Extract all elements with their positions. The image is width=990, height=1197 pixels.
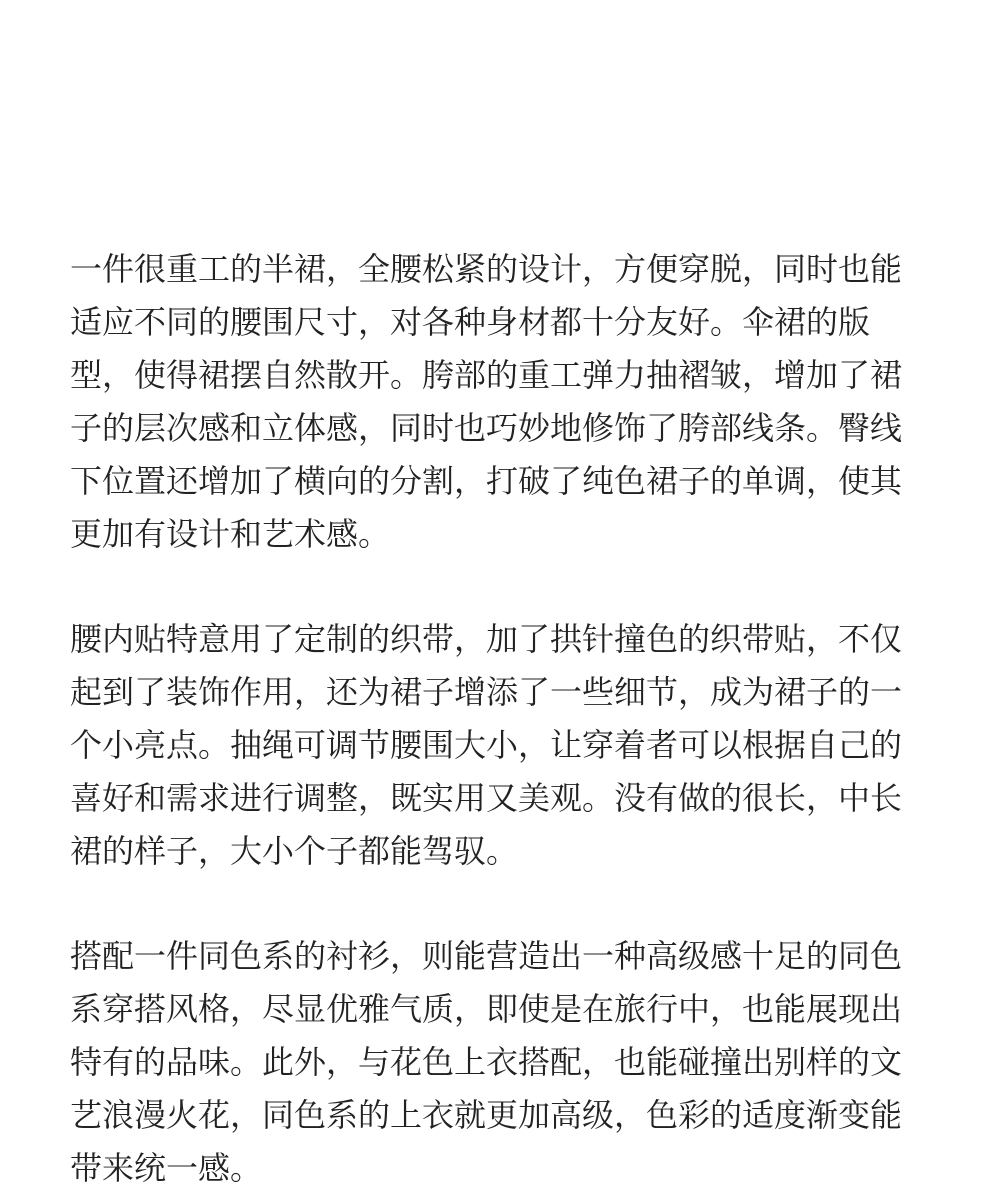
paragraph-skirt-design: 一件很重工的半裙，全腰松紧的设计，方便穿脱，同时也能适应不同的腰围尺寸，对各种身材都十分友好。伞裙的版型，使得裙摆自然散开。胯部的重工弹力抽褶皱，增加了裙子的层次感和立体感，同时也巧妙地修饰了胯部线条。臀线下位置还增加了横向的分割，打破了纯色裙子的单调，使其更加有设计和艺术感。 [70,250,903,553]
paragraph-styling-tips: 搭配一件同色系的衬衫，则能营造出一种高级感十足的同色系穿搭风格，尽显优雅气质，即使是在旅行中，也能展现出特有的品味。此外，与花色上衣搭配，也能碰撞出别样的文艺浪漫火花，同色系的上衣就更加高级，色彩的适度渐变能带来统一感。 [70,937,903,1187]
paragraph-waistband-details: 腰内贴特意用了定制的织带，加了拱针撞色的织带贴，不仅起到了装饰作用，还为裙子增添了一些细节，成为裙子的一个小亮点。抽绳可调节腰围大小，让穿着者可以根据自己的喜好和需求进行调整，既实用又美观。没有做的很长，中长裙的样子，大小个子都能驾驭。 [70,620,903,870]
article-body [70,243,922,1195]
